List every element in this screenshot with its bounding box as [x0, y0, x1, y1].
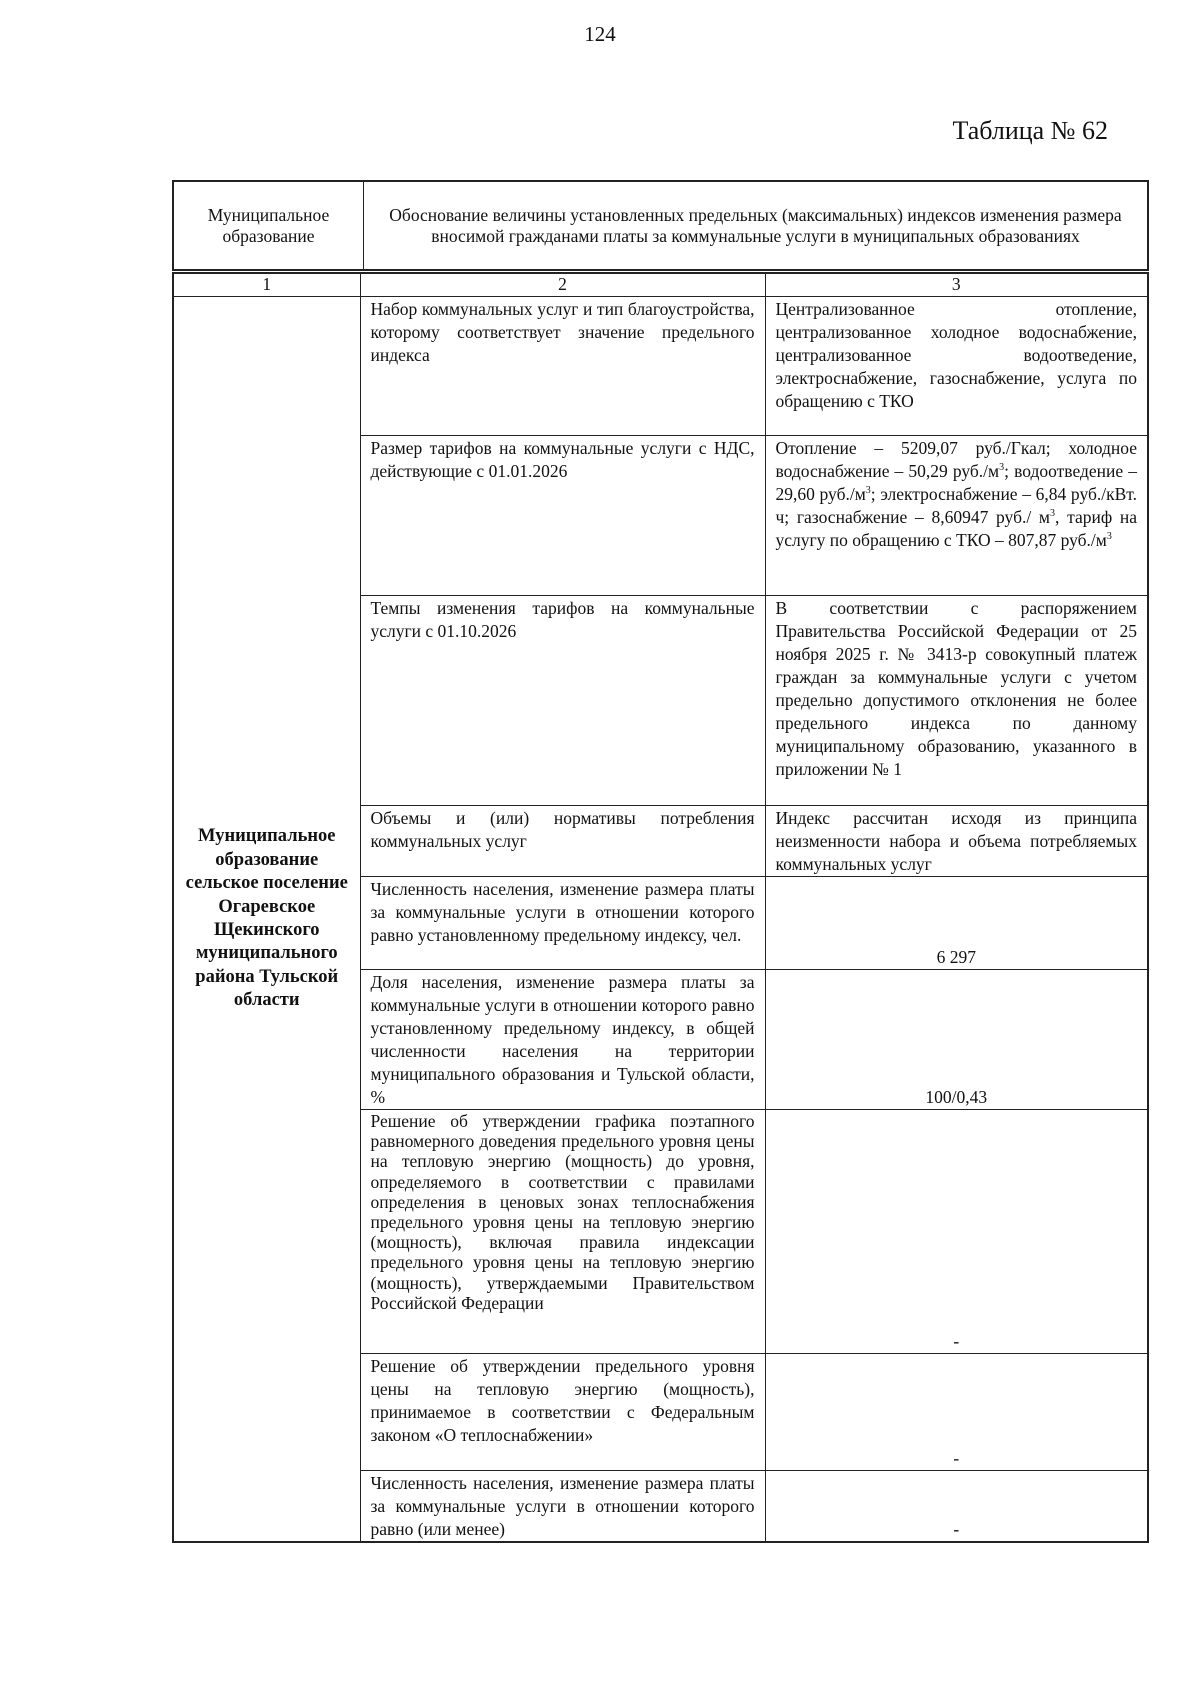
- header-col-justification: Обоснование величины установленных предельных (максимальных) индексов изменения размера вносимой гражданами платы за коммунальные услуги в муниципальных образованиях: [364, 181, 1149, 270]
- row-label: Решение об утверждении графика поэтапного равномерного доведения предельного уровня цены на тепловую энергию (мощность) до уровня, определяемого в соответствии с правилами определения в ценовых зонах теплоснабжения предельного уровня цены на тепловую энергию (мощность), включая правила индексации предельного уровня цены на тепловую энергию (мощность), утверждаемыми Правительством Российской Федерации: [360, 1110, 765, 1354]
- row-value: Централизованное отопление, централизованное холодное водоснабжение, централизованное водоотведение, электроснабжение, газоснабжение, услуга по обращению с ТКО: [765, 297, 1148, 436]
- row-value: -: [765, 1110, 1148, 1354]
- row-label: Набор коммунальных услуг и тип благоустройства, которому соответствует значение предельного индекса: [360, 297, 765, 436]
- column-number-row: [173, 273, 1148, 297]
- row-label: Численность населения, изменение размера платы за коммунальные услуги в отношении которого равно (или менее): [360, 1471, 765, 1543]
- header-row: [173, 181, 1148, 270]
- row-label: Размер тарифов на коммунальные услуги с НДС, действующие с 01.01.2026: [360, 436, 765, 596]
- row-label: Численность населения, изменение размера платы за коммунальные услуги в отношении которого равно установленному предельному индексу, чел.: [360, 877, 765, 970]
- row-value: Индекс рассчитан исходя из принципа неизменности набора и объема потребляемых коммунальных услуг: [765, 806, 1148, 877]
- header-table: [172, 180, 1149, 271]
- row-value: 6 297: [765, 877, 1148, 970]
- row-value: В соответствии с распоряжением Правительства Российской Федерации от 25 ноября 2025 г. № 3413-р совокупный платеж граждан за коммунальные услуги с учетом предельно допустимого отклонения не более предельного индекса по данному муниципальному образованию, указанного в приложении № 1: [765, 596, 1148, 806]
- column-number-2: 2: [360, 273, 765, 297]
- row-value: 100/0,43: [765, 970, 1148, 1110]
- municipality-name: Муниципальное образование сельское поселение Огаревское Щекинского муниципального района Тульской области: [173, 297, 360, 1543]
- row-label: Объемы и (или) нормативы потребления коммунальных услуг: [360, 806, 765, 877]
- table-row: [173, 297, 1148, 436]
- row-label: Решение об утверждении предельного уровня цены на тепловую энергию (мощность), принимаемое в соответствии с Федеральным законом «О теплоснабжении»: [360, 1354, 765, 1471]
- main-table: [172, 272, 1149, 1543]
- row-value: -: [765, 1471, 1148, 1543]
- row-label: Темпы изменения тарифов на коммунальные услуги с 01.10.2026: [360, 596, 765, 806]
- row-value: -: [765, 1354, 1148, 1471]
- row-value-tariffs: Отопление – 5209,07 руб./Гкал; холодное водоснабжение – 50,29 $руб./м^3$; водоотведение – 29,60 $руб./м^3$; электроснабжение – 6,84 руб./кВт. ч; газоснабжение – 8,60947 руб./ $м^3$, тариф на услугу по обращению с ТКО – 807,87 $руб./м^3$: [765, 436, 1148, 596]
- page-number: 124: [584, 22, 616, 46]
- table-caption: Таблица № 62: [952, 116, 1108, 145]
- column-number-3: 3: [765, 273, 1148, 297]
- column-number-1: 1: [173, 273, 360, 297]
- row-label: Доля населения, изменение размера платы за коммунальные услуги в отношении которого равно установленному предельному индексу, в общей численности населения на территории муниципального образования и Тульской области, %: [360, 970, 765, 1110]
- header-col-municipality: Муниципальное образование: [173, 181, 364, 270]
